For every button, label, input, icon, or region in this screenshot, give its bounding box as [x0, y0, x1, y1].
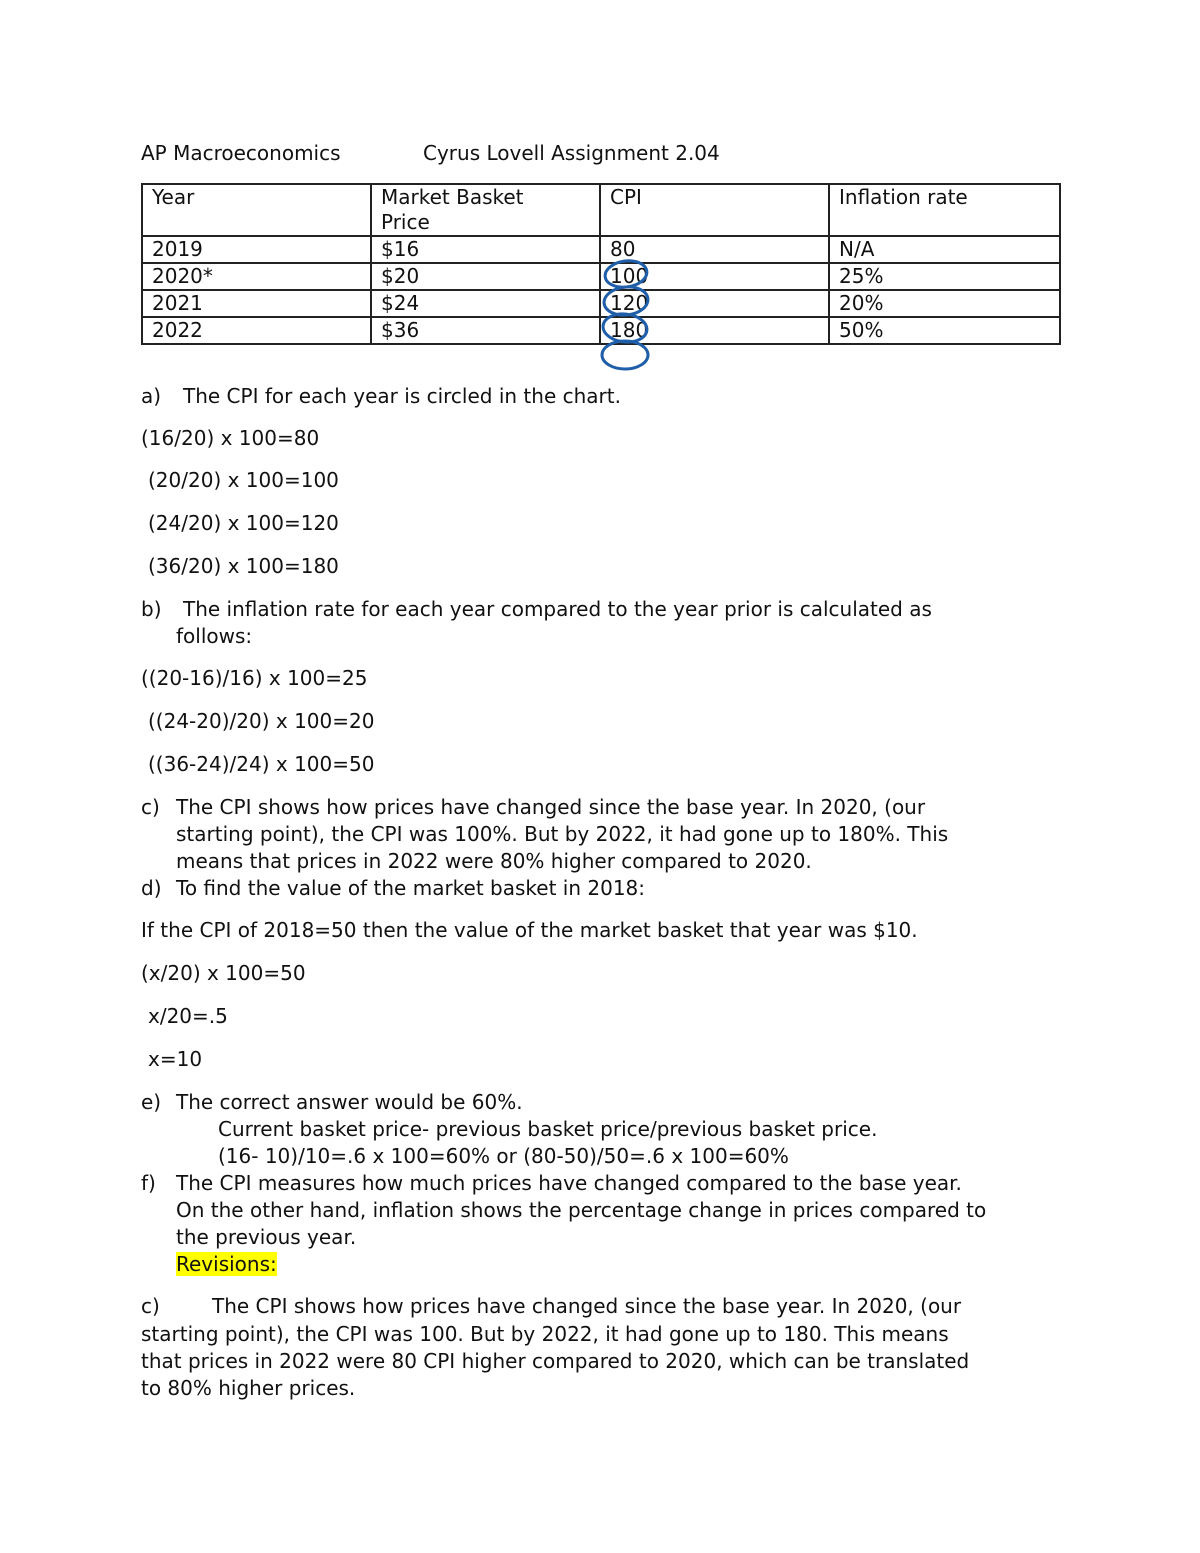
cell-inflation: N/A — [829, 236, 1060, 263]
cell-year: 2021 — [142, 290, 371, 317]
answer-a-text: The CPI for each year is circled in the chart. — [183, 384, 621, 408]
cell-inflation: 50% — [829, 317, 1060, 344]
calc-line: ((36-24)/24) x 100=50 — [148, 752, 375, 776]
cpi-table — [141, 183, 1061, 345]
calc-line: (24/20) x 100=120 — [148, 511, 339, 535]
calc-line: (16/20) x 100=80 — [141, 426, 320, 450]
calc-line: x=10 — [148, 1047, 203, 1071]
answer-d-marker: d) — [141, 876, 162, 900]
answer-a-marker: a) — [141, 384, 162, 408]
header-inflation-rate: Inflation rate — [829, 184, 1060, 236]
course-title: AP Macroeconomics — [141, 141, 341, 165]
table-row — [142, 236, 1060, 263]
answer-e-subline: (16- 10)/10=.6 x 100=60% or (80-50)/50=.6 x 100=60% — [218, 1144, 789, 1168]
header-cpi: CPI — [600, 184, 829, 236]
answer-f-line: the previous year. — [176, 1225, 357, 1249]
answer-d-text: To find the value of the market basket in 2018: — [176, 876, 646, 900]
calc-line: (20/20) x 100=100 — [148, 468, 339, 492]
calc-line: ((24-20)/20) x 100=20 — [148, 709, 375, 733]
revision-c-line: starting point), the CPI was 100. But by 2022, it had gone up to 180. This means — [141, 1322, 949, 1346]
cell-cpi: 100 — [600, 263, 829, 290]
answer-c-line: The CPI shows how prices have changed since the base year. In 2020, (our — [176, 795, 926, 819]
answer-c-line: means that prices in 2022 were 80% higher compared to 2020. — [176, 849, 812, 873]
cell-year: 2019 — [142, 236, 371, 263]
calc-line: x/20=.5 — [148, 1004, 228, 1028]
answer-f-line: The CPI measures how much prices have changed compared to the base year. — [176, 1171, 962, 1195]
cell-cpi: 180 — [600, 317, 829, 344]
cell-cpi: 80 — [600, 236, 829, 263]
calc-line: ((20-16)/16) x 100=25 — [141, 666, 368, 690]
header-year: Year — [142, 184, 371, 236]
answer-b-line: The inflation rate for each year compared to the year prior is calculated as — [183, 597, 932, 621]
answer-e-text: The correct answer would be 60%. — [176, 1090, 523, 1114]
cell-price: $24 — [371, 290, 600, 317]
revision-c-line: The CPI shows how prices have changed since the base year. In 2020, (our — [212, 1294, 962, 1318]
student-assignment-title: Cyrus Lovell Assignment 2.04 — [423, 141, 720, 165]
answer-c-line: starting point), the CPI was 100%. But by 2022, it had gone up to 180%. This — [176, 822, 949, 846]
revision-c-line: that prices in 2022 were 80 CPI higher compared to 2020, which can be translated — [141, 1349, 970, 1373]
table-row — [142, 317, 1060, 344]
cell-price: $16 — [371, 236, 600, 263]
answer-e-marker: e) — [141, 1090, 162, 1114]
calc-line: (36/20) x 100=180 — [148, 554, 339, 578]
cell-year: 2022 — [142, 317, 371, 344]
cell-cpi: 120 — [600, 290, 829, 317]
ink-circle — [602, 341, 648, 369]
table-header-row — [142, 184, 1060, 236]
answer-b-marker: b) — [141, 597, 162, 621]
revisions-label: Revisions: — [176, 1252, 277, 1276]
calc-line: (x/20) x 100=50 — [141, 961, 306, 985]
revision-c-line: to 80% higher prices. — [141, 1376, 356, 1400]
answer-e-subline: Current basket price- previous basket price/previous basket price. — [218, 1117, 878, 1141]
header-market-basket-price: Market Basket Price — [371, 184, 600, 236]
cell-inflation: 20% — [829, 290, 1060, 317]
cell-inflation: 25% — [829, 263, 1060, 290]
answer-f-line: On the other hand, inflation shows the percentage change in prices compared to — [176, 1198, 987, 1222]
cell-price: $20 — [371, 263, 600, 290]
revision-c-marker: c) — [141, 1294, 160, 1318]
answer-d-statement: If the CPI of 2018=50 then the value of the market basket that year was $10. — [141, 918, 918, 942]
cell-price: $36 — [371, 317, 600, 344]
table-row — [142, 290, 1060, 317]
answer-b-line: follows: — [176, 624, 253, 648]
cell-year: 2020* — [142, 263, 371, 290]
table-row — [142, 263, 1060, 290]
answer-c-marker: c) — [141, 795, 160, 819]
answer-f-marker: f) — [141, 1171, 156, 1195]
